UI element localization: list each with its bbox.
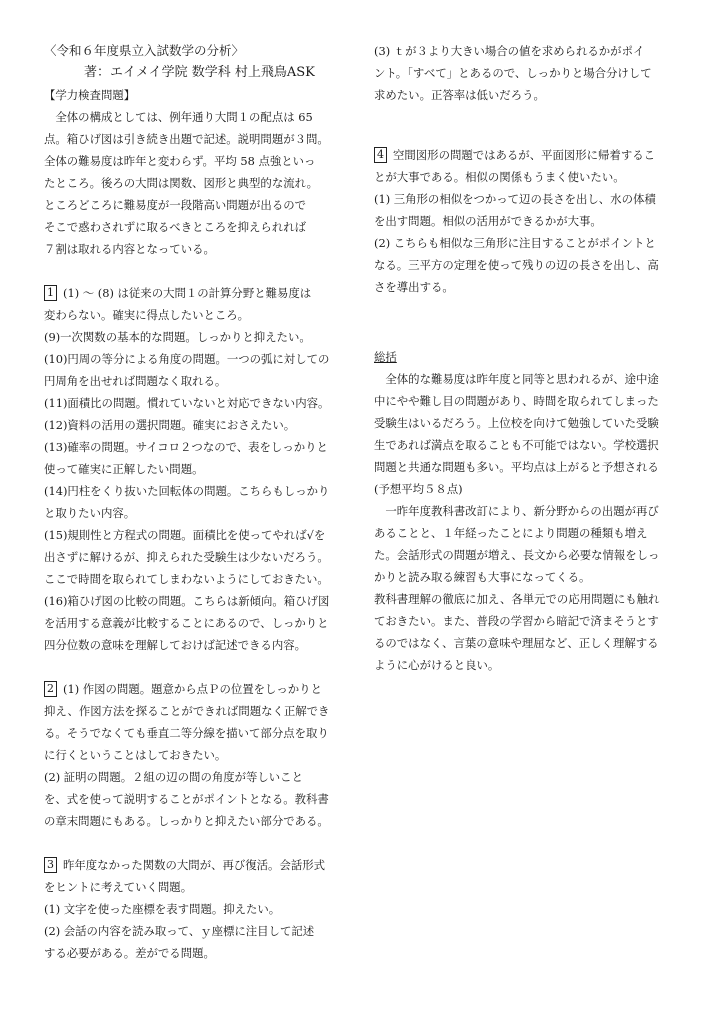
left-column — [44, 40, 354, 964]
document-title: 〈令和６年度県立入試数学の分析〉 — [44, 43, 245, 58]
question-number-box: 1 — [44, 285, 57, 301]
question-4-section: 4 空間図形の問題ではあるが、平面図形に帰着するこ とが大事である。相似の関係もうまく使いたい。 (1) 三角形の相似をつかって辺の長さを出し、水の体積 を出す問題。相似の活用ができるかが大事。 (2) こちらも相似な三角形に注目することがポイントと なる。三平方の定理を使って残りの辺の長さを出し、高 さを導出する。 — [374, 148, 659, 294]
question-number-box: 2 — [44, 681, 57, 697]
author-line: 著：エイメイ学院 数学科 村上飛鳥ASK — [84, 65, 315, 80]
question-3-section: 3 昨年度なかった関数の大問が、再び復活。会話形式 をヒントに考えていく問題。 (1) 文字を使った座標を表す問題。抑えたい。 (2) 会話の内容を読み取って、ｙ座標に注目して記述 する必要がある。差がでる問題。 — [44, 858, 325, 960]
question-number-box: 4 — [374, 147, 387, 163]
summary-paragraph: 全体的な難易度は昨年度と同等と思われるが、途中途 中にやや難し目の問題があり、時間を取られてしまった 受験生はいるだろう。上位校を向けて勉強していた受験 生であれば満点を取ることも不可能ではない。学校選択 問題と共通な問題も多い。平均点は上がると予想される (予想平均５８点) 一昨年度教科書改訂により、新分野からの出題が再び あることと、１年経ったことにより問題の種類も増え た。会話形式の問題が増え、長文から必要な情報をしっ かりと読み取る練習も大事になってくる。 教科書理解の徹底に加え、各単元での応用問題にも触れ ておきたい。また、普段の学習から暗記で済まそうとす るのではなく、言葉の意味や理屈など、正しく理解する ように心がけると良い。 — [374, 372, 660, 672]
question-number-box: 3 — [44, 857, 57, 873]
section-heading: 【学力検査問題】 — [44, 88, 136, 102]
intro-paragraph: 全体の構成としては、例年通り大問１の配点は 65 点。箱ひげ図は引き続き出題で記述。説明問題が３問。 全体の難易度は昨年と変わらず。平均 58 点強といっ たところ。後ろの大問は関数、図形と典型的な流れ。 ところどころに難易度が一段階高い問題が出るので そこで惑わされずに取るべきところを抑えられれば ７割は取れる内容となっている。 — [44, 110, 329, 256]
question-2-section: 2 (1) 作図の問題。題意から点Ｐの位置をしっかりと 抑え、作図方法を探ることができれば問題なく正解でき る。そうでなくても垂直二等分線を描いて部分点を取り に行くということはしておきたい。 (2) 証明の問題。２組の辺の間の角度が等しいこと を、式を使って説明することがポイントとなる。教科書 の章末問題にもある。しっかりと抑えたい部分である。 — [44, 682, 330, 828]
question-3-continued: (3) ｔが３より大きい場合の値を求められるかがポイ ント。「すべて」とあるので、しっかりと場合分けして 求めたい。正答率は低いだろう。 — [374, 44, 652, 102]
summary-heading: 総括 — [374, 350, 397, 364]
question-1-section: 1 (1) ～ (8) は従来の大問１の計算分野と難易度は 変わらない。確実に得点したいところ。 (9)一次関数の基本的な問題。しっかりと抑えたい。 (10)円周の等分による角度の問題。一つの弧に対しての 円周角を出せれば問題なく取れる。 (11)面積比の問題。慣れていないと対応できない内容。 (12)資料の活用の選択問題。確実におさえたい。 (13)確率の問題。サイコロ２つなので、表をしっかりと 使って確実に正解したい問題。 (14)円柱をくり抜いた回転体の問題。こちらもしっかり と取りたい内容。 (15)規則性と方程式の問題。面積比を使ってやれば√を 出さずに解けるが、抑えられた受験生は少ないだろう。 ここで時間を取られてしまわないようにしておきたい。 (16)箱ひげ図の比較の問題。こちらは新傾向。箱ひげ図 を活用する意義が比較することにあるので、しっかりと 四分位数の意味を理解しておけば記述できる内容。 — [44, 286, 330, 652]
right-column — [374, 40, 682, 676]
